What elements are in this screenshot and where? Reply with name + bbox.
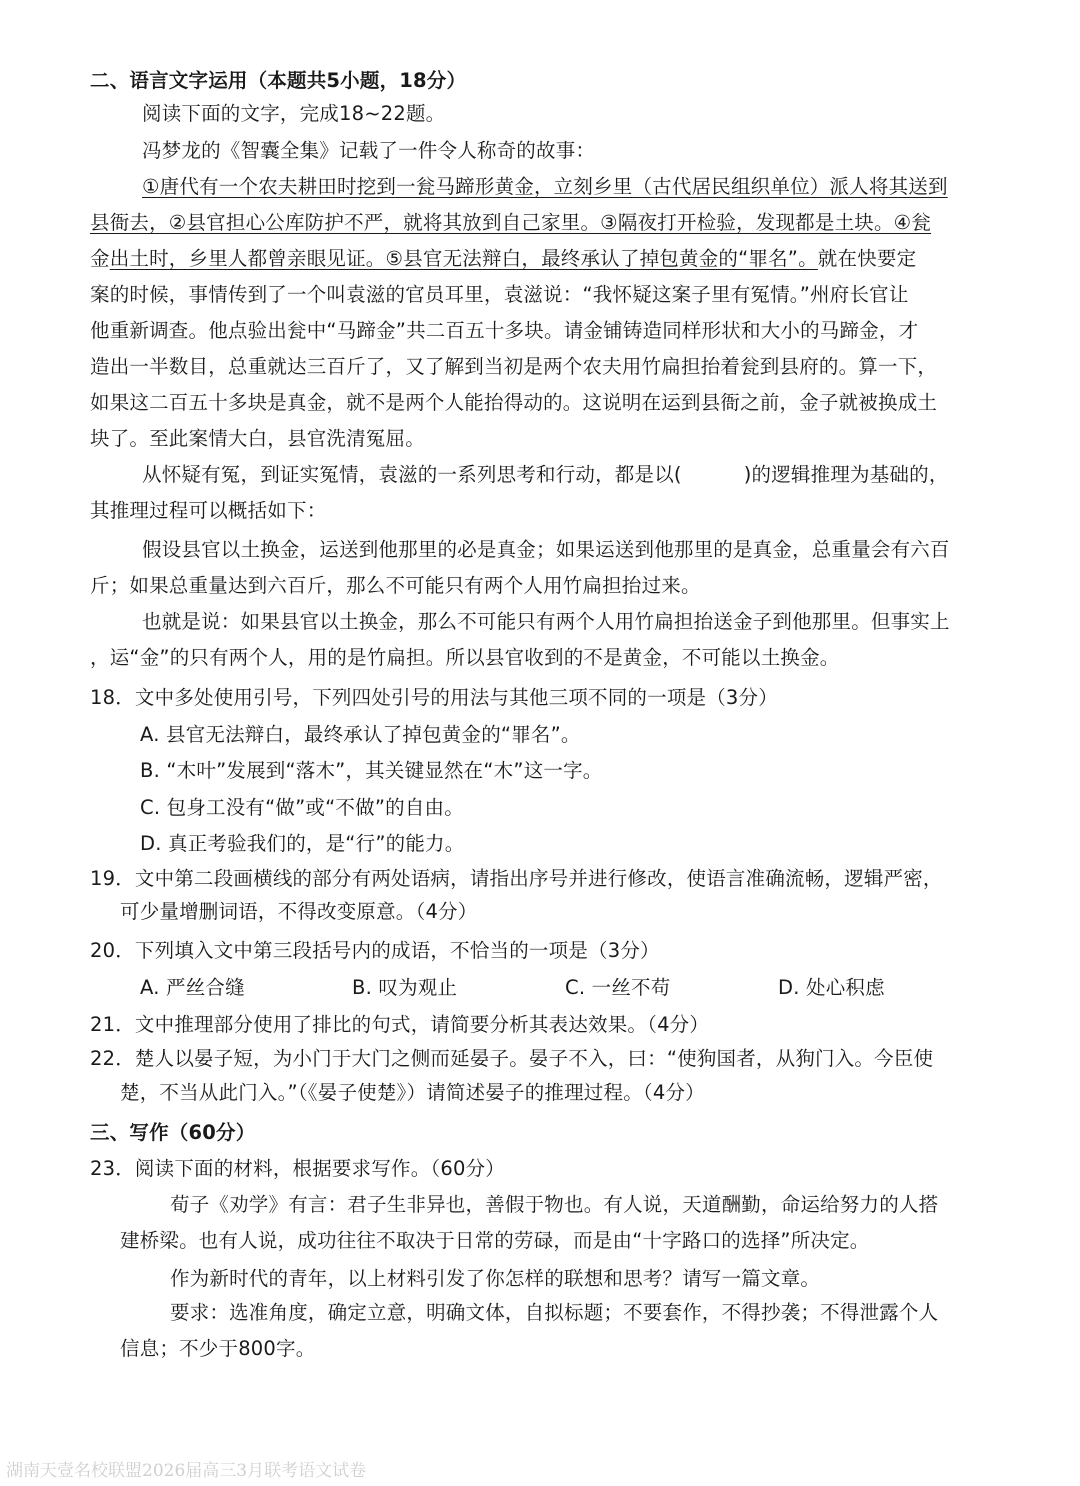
question-22-line1: 22．楚人以晏子短，为小门于大门之侧而延晏子。晏子不入，曰：“使狗国者，从狗门入。今臣使 <box>90 1047 934 1070</box>
question-23-material-line2: 建桥梁。也有人说，成功往往不取决于日常的劳碌，而是由“十字路口的选择”所决定。 <box>120 1229 870 1252</box>
question-18-option-b: B. “木叶”发展到“落木”，其关键显然在“木”这一字。 <box>140 759 603 782</box>
passage-p3-line1-start: 从怀疑有冤，到证实冤情，袁滋的一系列思考和行动，都是以( <box>142 463 682 486</box>
question-23-requirements-line2: 信息；不少于800字。 <box>120 1337 316 1360</box>
question-23-requirements-line1: 要求：选准角度，确定立意，明确文体，自拟标题；不要套作，不得抄袭；不得泄露个人 <box>170 1301 939 1324</box>
passage-p2-line8: 块了。至此案情大白，县官洗清冤屈。 <box>90 427 425 450</box>
passage-p2-line3-start: 金 <box>90 247 110 270</box>
footer-watermark: 湖南天壹名校联盟2026届高三3月联考语文试卷 <box>6 1461 367 1481</box>
question-18-stem: 18．文中多处使用引号，下列四处引号的用法与其他三项不同的一项是（3分） <box>90 686 778 709</box>
passage-p5-line1: 也就是说：如果县官以土换金，那么不可能只有两个人用竹扁担抬送金子到他那里。但事实上 <box>142 610 950 633</box>
question-19-line2: 可少量增删词语，不得改变原意。（4分） <box>120 900 478 923</box>
passage-p4-line1: 假设县官以土换金，运送到他那里的必是真金；如果运送到他那里的是真金，总重量会有六百 <box>142 538 950 561</box>
passage-p3-line1-end: )的逻辑推理为基础的， <box>743 463 949 486</box>
passage-p2-line7: 如果这二百五十多块是真金，就不是两个人能抬得动的。这说明在运到县衙之前，金子就被换成土 <box>90 391 938 414</box>
passage-p2-line3 <box>90 246 916 272</box>
question-23-material-line1: 荀子《劝学》有言：君子生非异也，善假于物也。有人说，天道酬勤，命运给努力的人搭 <box>170 1193 939 1216</box>
passage-p3-line2: 其推理过程可以概括如下： <box>90 499 327 522</box>
question-20-option-a: A. 严丝合缝 <box>140 976 245 999</box>
passage-p2-line2: 县衙去，②县官担心公库防护不严，就将其放到自己家里。③隔夜打开检验，发现都是土块。④瓮 <box>90 211 932 234</box>
question-20-option-c: C. 一丝不苟 <box>565 976 671 999</box>
question-23-prompt: 作为新时代的青年，以上材料引发了你怎样的联想和思考？请写一篇文章。 <box>170 1267 821 1290</box>
passage-p3-line1 <box>142 462 949 488</box>
question-19-line1: 19．文中第二段画横线的部分有两处语病，请指出序号并进行修改，使语言准确流畅，逻辑严密， <box>90 867 943 890</box>
question-23-stem: 23．阅读下面的材料，根据要求写作。（60分） <box>90 1157 505 1180</box>
section-2-heading: 二、语言文字运用（本题共5小题，18分） <box>90 69 467 92</box>
passage-p1: 冯梦龙的《智囊全集》记载了一件令人称奇的故事： <box>142 139 596 162</box>
question-22-line2: 楚，不当从此门入。”（《晏子使楚》）请简述晏子的推理过程。（4分） <box>120 1081 705 1104</box>
question-21: 21．文中推理部分使用了排比的句式，请简要分析其表达效果。（4分） <box>90 1013 710 1036</box>
question-18-option-c: C. 包身工没有“做”或“不做”的自由。 <box>140 796 464 819</box>
passage-p2-line1: ①唐代有一个农夫耕田时挖到一瓮马蹄形黄金，立刻乡里（古代居民组织单位）派人将其送到 <box>142 175 948 198</box>
question-18-option-d: D. 真正考验我们的，是“行”的能力。 <box>140 832 465 855</box>
passage-p2-line5: 他重新调查。他点验出瓮中“马蹄金”共二百五十多块。请金铺铸造同样形状和大小的马蹄金，才 <box>90 319 919 342</box>
passage-p2-line3-end: 就在快要定 <box>817 247 917 270</box>
passage-p4-line2: 斤；如果总重量达到六百斤，那么不可能只有两个人用竹扁担抬过来。 <box>90 574 701 597</box>
section-3-heading: 三、写作（60分） <box>90 1121 256 1144</box>
passage-p2-line3-underlined: 出土时，乡里人都曾亲眼见证。⑤县官无法辩白，最终承认了掉包黄金的“罪名”。 <box>109 247 818 270</box>
passage-p5-line2: ，运“金”的只有两个人，用的是竹扁担。所以县官收到的不是黄金，不可能以土换金。 <box>90 646 840 669</box>
question-20-stem: 20．下列填入文中第三段括号内的成语，不恰当的一项是（3分） <box>90 939 660 962</box>
question-18-option-a: A. 县官无法辩白，最终承认了掉包黄金的“罪名”。 <box>140 723 581 746</box>
section-2-intro: 阅读下面的文字，完成18~22题。 <box>142 102 446 125</box>
question-20-option-b: B. 叹为观止 <box>352 976 458 999</box>
question-20-option-d: D. 处心积虑 <box>778 976 885 999</box>
passage-p2-line6: 造出一半数目，总重就达三百斤了，又了解到当初是两个农夫用竹扁担抬着瓮到县府的。算一下， <box>90 355 938 378</box>
passage-p2-line4: 案的时候，事情传到了一个叫袁滋的官员耳里，袁滋说：“我怀疑这案子里有冤情。”州府长官让 <box>90 283 909 306</box>
